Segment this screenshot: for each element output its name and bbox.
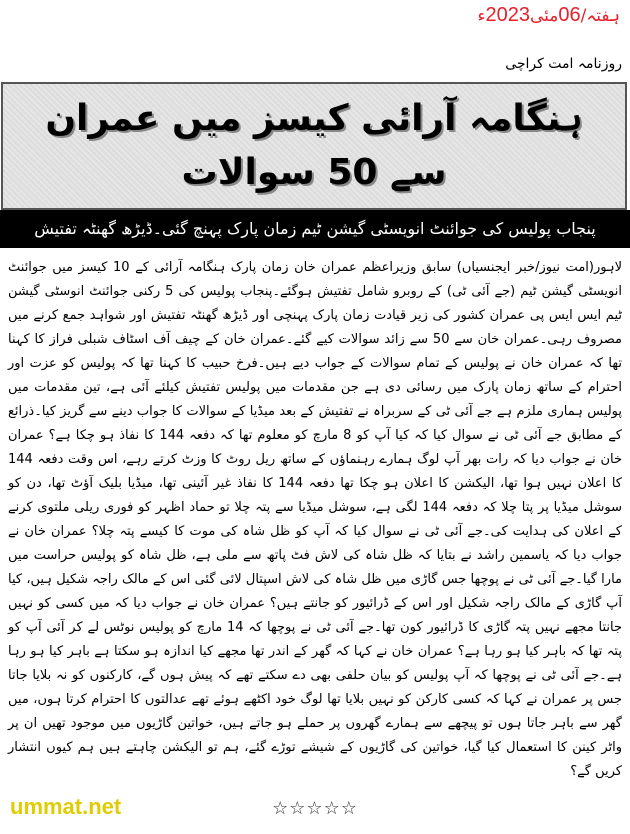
article-line: تفتیش اور شواہد جمع کرنے میں مصروف رہی۔عمران خان سے 50 سے زائد سوالات کیے گئے۔عمران خان کے چیف آف اسٹاف شبلی فراز کا کہنا تھا [8,308,622,371]
article-line: کہ باہر کیا ہو رہا ہے؟ عمران خان نے کہا کہ گھر کے اندر تھا مجھے کیا اندازہ ہو سکتا ہے باہر کیا ہو رہا ہے۔جے آئی ٹی نے پوچھا کہ آپ پولیس کو بیان حلفی [8,644,622,683]
watermark: ummat.net [10,794,122,819]
date-month: مئی [529,6,559,26]
publication-date [0,0,630,28]
article-footer [0,790,630,834]
date-year: 2023 [485,4,530,26]
article-line: تھا، الیکشن کا اعلان ہو چکا تھا دفعہ 144 کا نفاذ غیر آئینی تھا، میڈیا بلیک آؤٹ تھا، دن کو سوشل میڈیا پر پتا چلا کہ دفعہ 144 لگی ہے، سوشل میڈیا سے [8,476,622,515]
article-line: بھی دے سکتے تھے کہ پیش ہوں گے، کارکنوں کو نہ بلایا جاتا جس پر عمران نے کہا کہ کسی کارکن کو نہیں بلایا تھا لوگ خود اکٹھے ہوئے تھے عدالتوں کا احترام [8,668,622,707]
headline: ہنگامہ آرائی کیسز میں عمران سے 50 سوالات [45,98,583,193]
headline-box [1,82,627,210]
article-line: پتہ چلا تو حماد اظہر کو فوری ریلی ملتوی کرنے کے اعلان کی ہدایت کی۔جے آئی ٹی نے سوال کیا کہ آپ کو ظل شاہ کی موت کا کیسے پتہ چلا؟ عمران خان [8,500,622,539]
end-stars: ☆☆☆☆☆ [272,798,358,819]
date-day: ہفتہ/ [580,6,620,26]
article-line: سوالات کا جواب دینے سے گریز کیا۔ذرائع کے مطابق جے آئی ٹی نے سوال کیا کہ کیا آپ کو 8 مارچ کو معلوم تھا کہ دفعہ 144 کا نفاذ ہو چکا ہے؟ [8,404,622,443]
article-line: نے جواب دیا کہ یاسمین راشد نے بتایا کہ ظل شاہ کی لاش فٹ پاتھ سے ملی ہے، ظل شاہ کو پولیس حراست میں مارا گیا۔جے آئی ٹی نے پوچھا جس گاڑی [8,524,622,587]
subheadline: پنجاب پولیس کی جوائنٹ انویسٹی گیشن ٹیم زمان پارک پہنچ گئی۔ڈیڑھ گھنٹہ تفتیش [34,219,596,238]
article-line: لاہور(امت نیوز/خبر ایجنسیاں) سابق وزیراعظم عمران خان زمان پارک ہنگامہ آرائی کے 10 کیسز میں جوائنٹ انویسٹی گیشن ٹیم (جے آئی ٹی) [8,260,622,299]
subheadline-band [0,210,630,248]
article-line: نے جواب دیا کہ میں کسی کو نہیں جانتا مجھے نہیں پتہ گاڑی کا ڈرائیور کون تھا۔جے آئی ٹی نے پوچھا کہ 14 مارچ کو پولیس نوٹس لے کر آئی آپ کو پتہ تھا [8,596,622,659]
article-line: میں ظل شاہ کی لاش اسپتال لائی گئی اس کے مالک راجہ شکیل ہیں، کیا آپ گاڑی کے مالک راجہ شکیل اور اس کے ڈرائیور کو جانتے ہیں؟ عمران خان [8,572,623,611]
article-line: کہ عمران خان نے پولیس کے تمام سوالات کے جواب دیے ہیں۔فرخ حبیب کا کہنا تھا کہ پولیس کو عزت اور احترام کے ساتھ زمان پارک میں رسائی [8,356,622,395]
article-line: دی ہے جن مقدمات میں پولیس تفتیش کیلئے آئی ہے، تین مقدمات میں پولیس ہماری ملزم ہے جے آئی ٹی کے سربراہ نے تفتیش کے بعد میڈیا کے [8,380,622,419]
date-suffix: ء [477,6,486,26]
article-body [8,256,622,784]
article-line: عمران خان نے جواب دیا کہ رات بھر آپ لوگ ہمارے رہنماؤں کے ساتھ ریل روٹ کا وزٹ کرتے رہے، اس وقت دفعہ 144 کا اعلان نہیں ہوا [8,428,622,491]
article-line: کے روبرو شامل تفتیش ہوگئے۔پنجاب پولیس کی 5 رکنی جوائنٹ انوسٹی گیشن ٹیم ایس ایس پی عمران کشور کی زیر قیادت زمان پارک پہنچی اور ڈیڑھ گھنٹہ [8,284,622,323]
article-line: گیا، خواتین کی گاڑیوں کے شیشے توڑے گئے، ہم تو الیکشن چاہتے ہیں ہم کیوں انتشار کریں گے؟ [8,740,622,779]
newspaper-name: روزنامہ امت کراچی [505,56,622,72]
article-line: کرتا ہوں، میں گھر سے باہر جاتا ہوں تو پیچھے سے ہمارے گھروں پر حملے ہو جاتے ہیں، خواتین گاڑیوں میں موجود تھیں ان پر واٹر کینن کا استعمال کیا [8,692,623,755]
date-number: 06 [558,4,581,26]
